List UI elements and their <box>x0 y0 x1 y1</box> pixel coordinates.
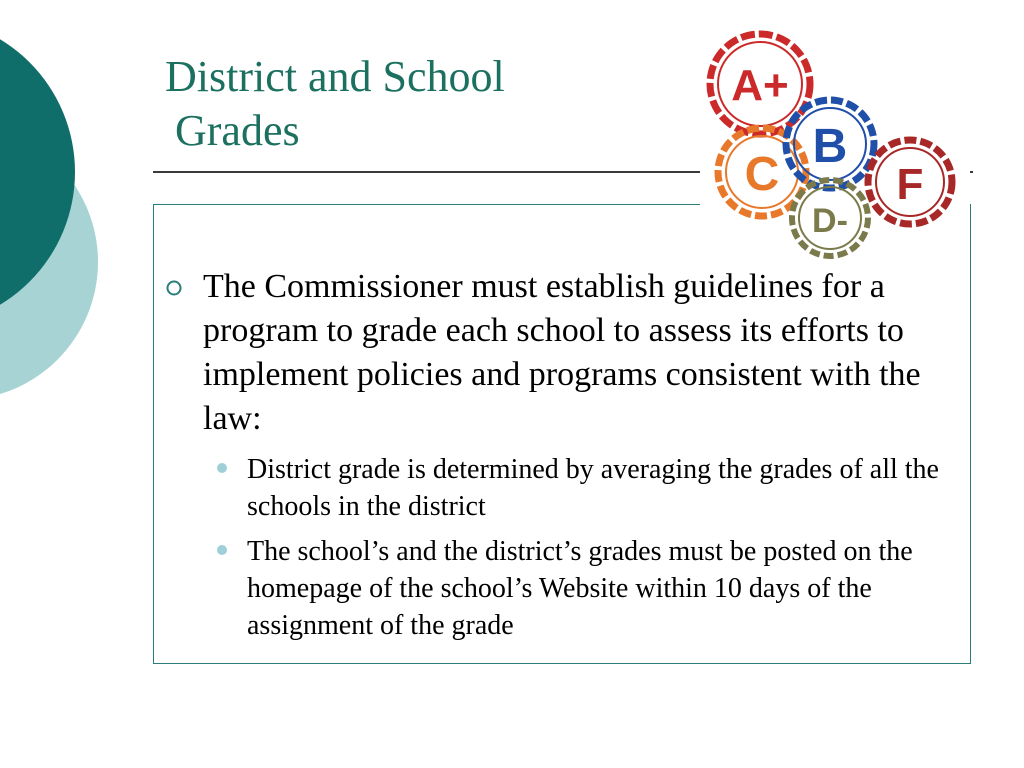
bullet-list <box>165 265 965 644</box>
grade-badge-f <box>868 140 952 224</box>
sub-bullet-item <box>217 533 965 644</box>
slide-title <box>165 50 505 158</box>
decorative-circles <box>0 0 110 420</box>
grade-letter: B <box>812 120 848 173</box>
sub-bullet-item <box>217 451 965 525</box>
sub-bullet-text: The school’s and the district’s grades must be posted on the homepage of the school’s Website within 10 days of the assignment of the grade <box>247 536 913 641</box>
title-line-1: District and School <box>165 52 505 101</box>
dot-bullet-icon <box>217 451 247 473</box>
circle-bullet-icon <box>165 265 203 301</box>
grade-letter: D- <box>812 202 848 240</box>
grade-letter: A+ <box>731 61 789 110</box>
bullet-text: The Commissioner must establish guidelines for a program to grade each school to assess its efforts to implement policies and programs consistent with the law: <box>203 268 921 437</box>
sub-bullet-text: District grade is determined by averaging the grades of all the schools in the district <box>247 454 939 522</box>
dot-bullet-icon <box>217 533 247 555</box>
bullet-item <box>165 265 965 441</box>
grade-letter: C <box>744 148 780 201</box>
grade-stamps-image <box>700 22 970 262</box>
title-line-2: Grades <box>175 106 300 155</box>
grade-letter: F <box>896 160 924 209</box>
